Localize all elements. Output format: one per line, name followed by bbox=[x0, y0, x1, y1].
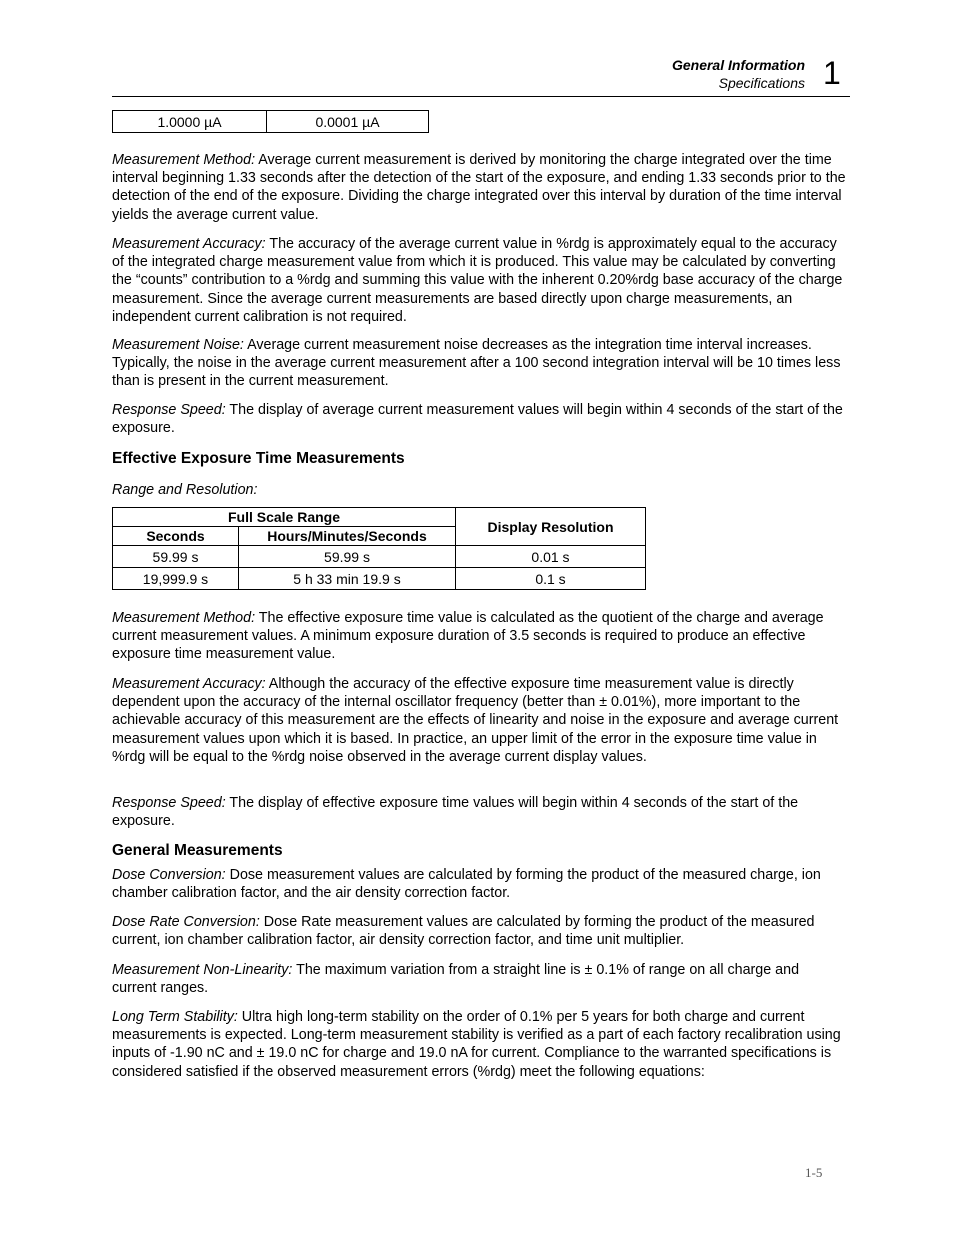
paragraph-text: The display of effective exposure time values will begin within 4 seconds of the start of the exposure. bbox=[112, 795, 799, 830]
paragraph-response-speed bbox=[112, 401, 847, 437]
table-cell: 59.99 s bbox=[239, 546, 456, 568]
paragraph-dose-rate-conversion bbox=[112, 913, 847, 949]
paragraph-dose-conversion bbox=[112, 866, 847, 902]
paragraph-label: Response Speed: bbox=[112, 402, 226, 418]
paragraph-text: Average current measurement noise decreases as the integration time interval increases. Typically, the noise in the average current measurement after a 100 second integration interval will be 10 times less than is present in the current measurement. bbox=[112, 337, 841, 390]
chapter-number: 1 bbox=[823, 55, 841, 91]
paragraph-label: Measurement Non-Linearity: bbox=[112, 962, 293, 978]
range-resolution-label: Range and Resolution: bbox=[112, 482, 258, 498]
hms-header: Hours/Minutes/Seconds bbox=[239, 527, 456, 546]
exposure-time-range-table bbox=[112, 507, 646, 590]
table-row bbox=[113, 568, 646, 590]
table-cell: 59.99 s bbox=[113, 546, 239, 568]
paragraph-text: Dose measurement values are calculated by forming the product of the measured charge, ion chamber calibration factor, and the air density correction factor. bbox=[112, 867, 821, 902]
paragraph-label: Long Term Stability: bbox=[112, 1009, 238, 1025]
table-cell: 1.0000 µA bbox=[113, 111, 267, 133]
paragraph-label: Measurement Accuracy: bbox=[112, 236, 266, 252]
full-scale-range-header: Full Scale Range bbox=[113, 508, 456, 527]
paragraph-measurement-method bbox=[112, 151, 847, 224]
paragraph-label: Response Speed: bbox=[112, 795, 226, 811]
paragraph-text: Average current measurement is derived by monitoring the charge integrated over the time interval beginning 1.33 seconds after the detection of the start of the exposure, and ending 1.33 seconds prior to the detection of the end of the exposure. Dividing the charge integrated over this interval by duration of the time interval yields the average current value. bbox=[112, 152, 846, 223]
paragraph-response-speed bbox=[112, 794, 847, 830]
display-resolution-header: Display Resolution bbox=[456, 508, 646, 546]
paragraph-text: Although the accuracy of the effective exposure time measurement value is directly dependent upon the accuracy of the internal oscillator frequency (better than ± 0.01%), more important to the achievable accuracy of this measurement are the effects of linearity and noise in the exposure and average current measurement values upon which it is based. In practice, an upper limit of the error in the exposure time value in %rdg will be equal to the %rdg noise observed in the average current display values. bbox=[112, 676, 839, 765]
paragraph-measurement-accuracy bbox=[112, 235, 847, 326]
paragraph-label: Measurement Method: bbox=[112, 152, 256, 168]
table-header-row bbox=[113, 508, 646, 527]
table-row bbox=[113, 111, 429, 133]
paragraph-label: Dose Rate Conversion: bbox=[112, 914, 260, 930]
header-rule bbox=[112, 96, 850, 97]
table-row bbox=[113, 546, 646, 568]
paragraph-text: The accuracy of the average current value in %rdg is approximately equal to the accuracy of the integrated charge measurement value from which it is produced. This value may be calculated by converting the “counts” contribution to a %rdg and summing this value with the inherent 0.20%rdg base accuracy of the charge measurement. Since the average current measurements are based directly upon charge measurements, an independent current calibration is not required. bbox=[112, 236, 843, 325]
paragraph-label: Measurement Accuracy: bbox=[112, 676, 266, 692]
current-resolution-table bbox=[112, 110, 429, 133]
table-cell: 5 h 33 min 19.9 s bbox=[239, 568, 456, 590]
page-number: 1-5 bbox=[805, 1165, 823, 1180]
paragraph-measurement-noise bbox=[112, 336, 847, 391]
paragraph-text: Ultra high long-term stability on the order of 0.1% per 5 years for both charge and current measurements is expected. Long-term measurement stability is verified as a part of each factory recalibration using inputs of -1.90 nC and ± 19.0 nC for charge and 19.0 nA for current. Compliance to the warranted specifications is considered satisfied if the observed measurement errors (%rdg) meet the following equations: bbox=[112, 1009, 841, 1080]
heading-effective-exposure-time: Effective Exposure Time Measurements bbox=[112, 450, 405, 467]
table-cell: 19,999.9 s bbox=[113, 568, 239, 590]
paragraph-text: The effective exposure time value is calculated as the quotient of the charge and average current measurement values. A minimum exposure duration of 3.5 seconds is required to produce an effective exposure time measurement value. bbox=[112, 610, 824, 663]
paragraph-label: Measurement Noise: bbox=[112, 337, 244, 353]
paragraph-text: Dose Rate measurement values are calculated by forming the product of the measured current, ion chamber calibration factor, air density correction factor, and time unit multiplier. bbox=[112, 914, 815, 949]
section-title: General Information bbox=[671, 57, 805, 73]
paragraph-measurement-accuracy bbox=[112, 675, 847, 766]
paragraph-long-term-stability bbox=[112, 1008, 847, 1081]
paragraph-text: The display of average current measurement values will begin within 4 seconds of the start of the exposure. bbox=[112, 402, 843, 437]
paragraph-measurement-method bbox=[112, 609, 847, 664]
heading-general-measurements: General Measurements bbox=[112, 842, 283, 859]
paragraph-label: Dose Conversion: bbox=[112, 867, 226, 883]
table-cell: 0.0001 µA bbox=[267, 111, 429, 133]
paragraph-text: The maximum variation from a straight line is ± 0.1% of range on all charge and current ranges. bbox=[112, 962, 800, 997]
subsection-title: Specifications bbox=[718, 75, 805, 91]
table-cell: 0.1 s bbox=[456, 568, 646, 590]
paragraph-label: Measurement Method: bbox=[112, 610, 256, 626]
table-cell: 0.01 s bbox=[456, 546, 646, 568]
seconds-header: Seconds bbox=[113, 527, 239, 546]
paragraph-non-linearity bbox=[112, 961, 847, 997]
